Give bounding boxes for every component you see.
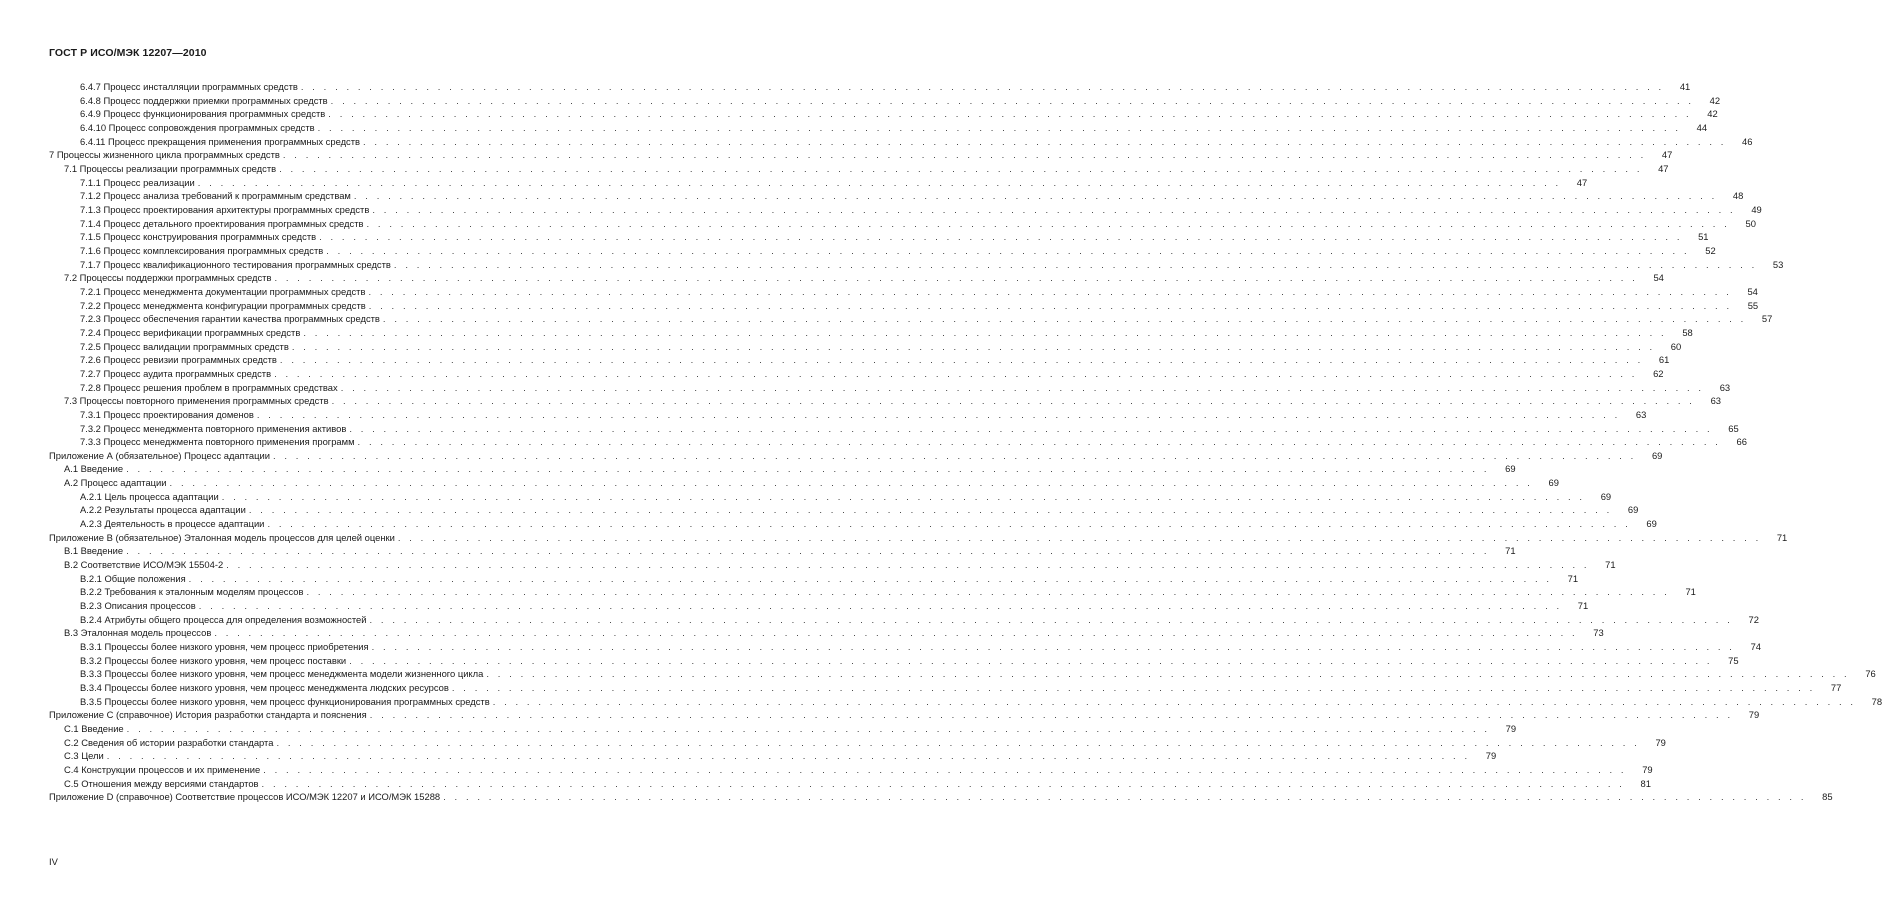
toc-entry-page: 85 xyxy=(1822,791,1833,803)
toc-entry xyxy=(80,367,1664,381)
toc-entry-page: 42 xyxy=(1709,94,1721,106)
toc-entry-page: 79 xyxy=(1485,750,1497,762)
toc-entry xyxy=(49,148,1673,162)
toc-entry xyxy=(80,203,1762,217)
toc-dot-leader: . . . . . . . . . . . . . . . . . . . . . . . . . . . . . . . . . . . . . . . . . . . . . . . . . . . . . . . . . . . . . . . . . . . . . . . . . . . . . . . . . . . . . . . . . . . . . . . . . . . . . . . . . . . . . . . . . . . . . . . . xyxy=(357,436,1721,448)
toc-entry-label: 7.2.5 Процесс валидации программных средств xyxy=(80,340,292,354)
toc-entry xyxy=(80,285,1758,299)
toc-dot-leader: . . . . . . . . . . . . . . . . . . . . . . . . . . . . . . . . . . . . . . . . . . . . . . . . . . . . . . . . . . . . . . . . . . . . . . . . . . . . . . . . . . . . . . . . . . . . . . . . . . . . . . . . . . . . . . . . . . . . . . . . xyxy=(303,326,1667,338)
toc-entry-page: 63 xyxy=(1719,381,1731,393)
toc-dot-leader: . . . . . . . . . . . . . . . . . . . . . . . . . . . . . . . . . . . . . . . . . . . . . . . . . . . . . . . . . . . . . . . . . . . . . . . . . . . . . . . . . . . . . . . . . . . . . . . . . . . . . . . . . . . . . . . . . . . . . . . . xyxy=(368,299,1733,311)
toc-entry xyxy=(80,312,1773,326)
toc-dot-leader: . . . . . . . . . . . . . . . . . . . . . . . . . . . . . . . . . . . . . . . . . . . . . . . . . . . . . . . . . . . . . . . . . . . . . . . . . . . . . . . . . . . . . . . . . . . . . . . . . . . . . . . . . . . . . . . . . . . . . . . . xyxy=(226,559,1590,571)
toc-dot-leader: . . . . . . . . . . . . . . . . . . . . . . . . . . . . . . . . . . . . . . . . . . . . . . . . . . . . . . . . . . . . . . . . . . . . . . . . . . . . . . . . . . . . . . . . . . . . . . . . . . . . . . . . . . . . . . . . . . . . . . . . xyxy=(443,791,1807,803)
toc-entry xyxy=(80,695,1882,709)
toc-dot-leader: . . . . . . . . . . . . . . . . . . . . . . . . . . . . . . . . . . . . . . . . . . . . . . . . . . . . . . . . . . . . . . . . . . . . . . . . . . . . . . . . . . . . . . . . . . . . . . . . . . . . . . . . . . . . . . . . . . . . . . . . xyxy=(363,135,1727,147)
toc-entry-label: 7.3.3 Процесс менеджмента повторного применения программ xyxy=(80,435,358,449)
toc-dot-leader: . . . . . . . . . . . . . . . . . . . . . . . . . . . . . . . . . . . . . . . . . . . . . . . . . . . . . . . . . . . . . . . . . . . . . . . . . . . . . . . . . . . . . . . . . . . . . . . . . . . . . . . . . . . . . . . . . . . . . . . . xyxy=(328,108,1692,120)
toc-entry-label: 7.2.2 Процесс менеджмента конфигурации программных средств xyxy=(80,299,369,313)
toc-entry-page: 58 xyxy=(1682,326,1693,338)
toc-entry-label: 7.1.4 Процесс детального проектирования программных средств xyxy=(80,217,367,231)
toc-entry xyxy=(80,408,1647,422)
toc-entry-label: 7.3 Процессы повторного применения программных средств xyxy=(64,394,332,408)
toc-dot-leader: . . . . . . . . . . . . . . . . . . . . . . . . . . . . . . . . . . . . . . . . . . . . . . . . . . . . . . . . . . . . . . . . . . . . . . . . . . . . . . . . . . . . . . . . . . . . . . . . . . . . . . . . . . . . . . . . . . . . . . . . xyxy=(369,613,1733,625)
toc-entry xyxy=(80,585,1696,599)
toc-entry-label: А.1 Введение xyxy=(64,462,126,476)
toc-entry xyxy=(80,667,1876,681)
toc-entry-page: 71 xyxy=(1577,600,1589,612)
toc-dot-leader: . . . . . . . . . . . . . . . . . . . . . . . . . . . . . . . . . . . . . . . . . . . . . . . . . . . . . . . . . . . . . . . . . . . . . . . . . . . . . . . . . . . . . . . . . . . . . . . . . . . . . . . . . . . . . . . . . . . . . . . . xyxy=(393,258,1758,270)
toc-entry-page: 46 xyxy=(1742,135,1753,147)
toc-entry-label: В.2.4 Атрибуты общего процесса для определения возможностей xyxy=(80,613,370,627)
toc-entry-page: 71 xyxy=(1505,545,1516,557)
toc-entry-page: 63 xyxy=(1635,408,1647,420)
toc-entry xyxy=(80,599,1589,613)
toc-dot-leader: . . . . . . . . . . . . . . . . . . . . . . . . . . . . . . . . . . . . . . . . . . . . . . . . . . . . . . . . . . . . . . . . . . . . . . . . . . . . . . . . . . . . . . . . . . . . . . . . . . . . . . . . . . . . . . . . . . . . . . . . xyxy=(451,682,1816,694)
toc-entry xyxy=(80,490,1612,504)
toc-dot-leader: . . . . . . . . . . . . . . . . . . . . . . . . . . . . . . . . . . . . . . . . . . . . . . . . . . . . . . . . . . . . . . . . . . . . . . . . . . . . . . . . . . . . . . . . . . . . . . . . . . . . . . . . . . . . . . . . . . . . . . . . xyxy=(106,750,1471,762)
toc-entry-label: 7.1.1 Процесс реализации xyxy=(80,176,198,190)
toc-entry xyxy=(80,80,1691,94)
toc-entry-page: 49 xyxy=(1751,203,1762,215)
toc-dot-leader: . . . . . . . . . . . . . . . . . . . . . . . . . . . . . . . . . . . . . . . . . . . . . . . . . . . . . . . . . . . . . . . . . . . . . . . . . . . . . . . . . . . . . . . . . . . . . . . . . . . . . . . . . . . . . . . . . . . . . . . . xyxy=(372,203,1736,215)
toc-dot-leader: . . . . . . . . . . . . . . . . . . . . . . . . . . . . . . . . . . . . . . . . . . . . . . . . . . . . . . . . . . . . . . . . . . . . . . . . . . . . . . . . . . . . . . . . . . . . . . . . . . . . . . . . . . . . . . . . . . . . . . . . xyxy=(349,422,1713,434)
toc-entry-page: 73 xyxy=(1593,627,1604,639)
toc-dot-leader: . . . . . . . . . . . . . . . . . . . . . . . . . . . . . . . . . . . . . . . . . . . . . . . . . . . . . . . . . . . . . . . . . . . . . . . . . . . . . . . . . . . . . . . . . . . . . . . . . . . . . . . . . . . . . . . . . . . . . . . . xyxy=(349,654,1713,666)
toc-entry-label: А.2.3 Деятельность в процессе адаптации xyxy=(80,517,267,531)
toc-entry-label: В.3.1 Процессы более низкого уровня, чем процесс приобретения xyxy=(80,640,372,654)
toc-entry-label: В.3.2 Процессы более низкого уровня, чем процесс поставки xyxy=(80,654,349,668)
toc-entry-label: 7.1.7 Процесс квалификационного тестирования программных средств xyxy=(80,258,394,272)
toc-entry-label: В.3 Эталонная модель процессов xyxy=(64,626,214,640)
toc-dot-leader: . . . . . . . . . . . . . . . . . . . . . . . . . . . . . . . . . . . . . . . . . . . . . . . . . . . . . . . . . . . . . . . . . . . . . . . . . . . . . . . . . . . . . . . . . . . . . . . . . . . . . . . . . . . . . . . . . . . . . . . . xyxy=(369,709,1734,721)
toc-entry xyxy=(80,654,1739,668)
toc-entry-page: 65 xyxy=(1728,422,1739,434)
toc-entry-page: 79 xyxy=(1642,764,1653,775)
toc-entry-page: 69 xyxy=(1548,477,1559,489)
toc-entry-page: 78 xyxy=(1871,695,1882,707)
toc-entry xyxy=(64,777,1651,791)
toc-entry-label: С.1 Введение xyxy=(64,722,127,736)
toc-entry-label: 7.2.3 Процесс обеспечения гарантии качества программных средств xyxy=(80,312,383,326)
toc-entry xyxy=(80,517,1657,531)
toc-entry-label: 6.4.10 Процесс сопровождения программных средств xyxy=(80,121,318,135)
toc-dot-leader: . . . . . . . . . . . . . . . . . . . . . . . . . . . . . . . . . . . . . . . . . . . . . . . . . . . . . . . . . . . . . . . . . . . . . . . . . . . . . . . . . . . . . . . . . . . . . . . . . . . . . . . . . . . . . . . . . . . . . . . . xyxy=(486,668,1850,680)
toc-dot-leader: . . . . . . . . . . . . . . . . . . . . . . . . . . . . . . . . . . . . . . . . . . . . . . . . . . . . . . . . . . . . . . . . . . . . . . . . . . . . . . . . . . . . . . . . . . . . . . . . . . . . . . . . . . . . . . . . . . . . . . . . xyxy=(326,244,1690,256)
toc-entry-page: 57 xyxy=(1761,313,1773,325)
toc-entry-label: 7.2.6 Процесс ревизии программных средств xyxy=(80,353,280,367)
toc-entry xyxy=(80,176,1588,190)
toc-dot-leader: . . . . . . . . . . . . . . . . . . . . . . . . . . . . . . . . . . . . . . . . . . . . . . . . . . . . . . . . . . . . . . . . . . . . . . . . . . . . . . . . . . . . . . . . . . . . . . . . . . . . . . . . . . . . . . . . . . . . . . . . xyxy=(300,81,1665,92)
toc-dot-leader: . . . . . . . . . . . . . . . . . . . . . . . . . . . . . . . . . . . . . . . . . . . . . . . . . . . . . . . . . . . . . . . . . . . . . . . . . . . . . . . . . . . . . . . . . . . . . . . . . . . . . . . . . . . . . . . . . . . . . . . . xyxy=(214,627,1578,639)
toc-entry xyxy=(64,544,1516,558)
toc-entry xyxy=(64,476,1559,490)
toc-dot-leader: . . . . . . . . . . . . . . . . . . . . . . . . . . . . . . . . . . . . . . . . . . . . . . . . . . . . . . . . . . . . . . . . . . . . . . . . . . . . . . . . . . . . . . . . . . . . . . . . . . . . . . . . . . . . . . . . . . . . . . . . xyxy=(274,367,1638,379)
toc-entry xyxy=(80,340,1682,354)
toc-entry-label: В.2.2 Требования к эталонным моделям процессов xyxy=(80,585,306,599)
toc-entry-page: 72 xyxy=(1748,613,1759,625)
toc-entry-page: 50 xyxy=(1745,217,1756,229)
toc-entry xyxy=(49,531,1788,545)
toc-entry-page: 48 xyxy=(1732,190,1744,202)
toc-entry-label: Приложение А (обязательное) Процесс адаптации xyxy=(49,449,273,463)
toc-entry-page: 42 xyxy=(1707,108,1718,120)
toc-entry xyxy=(80,422,1739,436)
toc-entry xyxy=(64,558,1616,572)
toc-dot-leader: . . . . . . . . . . . . . . . . . . . . . . . . . . . . . . . . . . . . . . . . . . . . . . . . . . . . . . . . . . . . . . . . . . . . . . . . . . . . . . . . . . . . . . . . . . . . . . . . . . . . . . . . . . . . . . . . . . . . . . . . xyxy=(279,354,1644,366)
toc-entry-label: С.3 Цели xyxy=(64,749,107,763)
toc-dot-leader: . . . . . . . . . . . . . . . . . . . . . . . . . . . . . . . . . . . . . . . . . . . . . . . . . . . . . . . . . . . . . . . . . . . . . . . . . . . . . . . . . . . . . . . . . . . . . . . . . . . . . . . . . . . . . . . . . . . . . . . . xyxy=(169,477,1533,489)
toc-dot-leader: . . . . . . . . . . . . . . . . . . . . . . . . . . . . . . . . . . . . . . . . . . . . . . . . . . . . . . . . . . . . . . . . . . . . . . . . . . . . . . . . . . . . . . . . . . . . . . . . . . . . . . . . . . . . . . . . . . . . . . . . xyxy=(221,490,1586,502)
toc-entry-label: В.3.4 Процессы более низкого уровня, чем процесс менеджмента людских ресурсов xyxy=(80,681,452,695)
toc-dot-leader: . . . . . . . . . . . . . . . . . . . . . . . . . . . . . . . . . . . . . . . . . . . . . . . . . . . . . . . . . . . . . . . . . . . . . . . . . . . . . . . . . . . . . . . . . . . . . . . . . . . . . . . . . . . . . . . . . . . . . . . . xyxy=(330,94,1695,106)
toc-entry xyxy=(80,503,1639,517)
toc-entry-page: 79 xyxy=(1505,723,1517,735)
toc-entry xyxy=(80,299,1759,313)
toc-dot-leader: . . . . . . . . . . . . . . . . . . . . . . . . . . . . . . . . . . . . . . . . . . . . . . . . . . . . . . . . . . . . . . . . . . . . . . . . . . . . . . . . . . . . . . . . . . . . . . . . . . . . . . . . . . . . . . . . . . . . . . . . xyxy=(371,641,1736,653)
toc-entry xyxy=(64,736,1666,750)
toc-entry-page: 61 xyxy=(1658,354,1670,366)
toc-entry-page: 63 xyxy=(1710,395,1721,407)
toc-entry-label: Приложение В (обязательное) Эталонная модель процессов для целей оценки xyxy=(49,531,398,545)
toc-entry xyxy=(80,244,1716,258)
toc-dot-leader: . . . . . . . . . . . . . . . . . . . . . . . . . . . . . . . . . . . . . . . . . . . . . . . . . . . . . . . . . . . . . . . . . . . . . . . . . . . . . . . . . . . . . . . . . . . . . . . . . . . . . . . . . . . . . . . . . . . . . . . . xyxy=(368,285,1732,297)
toc-entry-label: В.2.1 Общие положения xyxy=(80,572,189,586)
toc-dot-leader: . . . . . . . . . . . . . . . . . . . . . . . . . . . . . . . . . . . . . . . . . . . . . . . . . . . . . . . . . . . . . . . . . . . . . . . . . . . . . . . . . . . . . . . . . . . . . . . . . . . . . . . . . . . . . . . . . . . . . . . . xyxy=(256,408,1621,420)
toc-entry-label: 7.1.5 Процесс конструирования программных средств xyxy=(80,230,319,244)
toc-entry xyxy=(49,790,1833,804)
toc-dot-leader: . . . . . . . . . . . . . . . . . . . . . . . . . . . . . . . . . . . . . . . . . . . . . . . . . . . . . . . . . . . . . . . . . . . . . . . . . . . . . . . . . . . . . . . . . . . . . . . . . . . . . . . . . . . . . . . . . . . . . . . . xyxy=(282,149,1647,161)
toc-entry-page: 54 xyxy=(1747,285,1758,297)
toc-dot-leader: . . . . . . . . . . . . . . . . . . . . . . . . . . . . . . . . . . . . . . . . . . . . . . . . . . . . . . . . . . . . . . . . . . . . . . . . . . . . . . . . . . . . . . . . . . . . . . . . . . . . . . . . . . . . . . . . . . . . . . . . xyxy=(198,600,1563,612)
toc-entry-label: А.2.1 Цель процесса адаптации xyxy=(80,490,222,504)
toc-entry-page: 60 xyxy=(1670,340,1682,352)
toc-entry xyxy=(80,640,1762,654)
toc-dot-leader: . . . . . . . . . . . . . . . . . . . . . . . . . . . . . . . . . . . . . . . . . . . . . . . . . . . . . . . . . . . . . . . . . . . . . . . . . . . . . . . . . . . . . . . . . . . . . . . . . . . . . . . . . . . . . . . . . . . . . . . . xyxy=(317,121,1682,133)
toc-dot-leader: . . . . . . . . . . . . . . . . . . . . . . . . . . . . . . . . . . . . . . . . . . . . . . . . . . . . . . . . . . . . . . . . . . . . . . . . . . . . . . . . . . . . . . . . . . . . . . . . . . . . . . . . . . . . . . . . . . . . . . . . xyxy=(126,545,1490,557)
toc-entry-page: 53 xyxy=(1772,258,1784,270)
toc-entry-page: 69 xyxy=(1627,504,1639,516)
toc-entry xyxy=(80,121,1708,135)
toc-dot-leader: . . . . . . . . . . . . . . . . . . . . . . . . . . . . . . . . . . . . . . . . . . . . . . . . . . . . . . . . . . . . . . . . . . . . . . . . . . . . . . . . . . . . . . . . . . . . . . . . . . . . . . . . . . . . . . . . . . . . . . . . xyxy=(331,395,1695,407)
toc-entry-label: 7.1 Процессы реализации программных средств xyxy=(64,162,279,176)
toc-entry xyxy=(64,749,1497,763)
toc-entry-label: В.2.3 Описания процессов xyxy=(80,599,199,613)
toc-entry-label: В.3.5 Процессы более низкого уровня, чем процесс функционирования программных средств xyxy=(80,695,493,709)
toc-entry-label: В.2 Соответствие ИСО/МЭК 15504-2 xyxy=(64,558,226,572)
toc-dot-leader: . . . . . . . . . . . . . . . . . . . . . . . . . . . . . . . . . . . . . . . . . . . . . . . . . . . . . . . . . . . . . . . . . . . . . . . . . . . . . . . . . . . . . . . . . . . . . . . . . . . . . . . . . . . . . . . . . . . . . . . . xyxy=(197,176,1562,188)
toc-entry-page: 69 xyxy=(1651,449,1663,461)
toc-entry xyxy=(80,435,1747,449)
toc-dot-leader: . . . . . . . . . . . . . . . . . . . . . . . . . . . . . . . . . . . . . . . . . . . . . . . . . . . . . . . . . . . . . . . . . . . . . . . . . . . . . . . . . . . . . . . . . . . . . . . . . . . . . . . . . . . . . . . . . . . . . . . . xyxy=(261,777,1625,789)
toc-entry xyxy=(80,572,1579,586)
toc-entry xyxy=(80,135,1753,149)
toc-dot-leader: . . . . . . . . . . . . . . . . . . . . . . . . . . . . . . . . . . . . . . . . . . . . . . . . . . . . . . . . . . . . . . . . . . . . . . . . . . . . . . . . . . . . . . . . . . . . . . . . . . . . . . . . . . . . . . . . . . . . . . . . xyxy=(267,518,1631,530)
toc-dot-leader: . . . . . . . . . . . . . . . . . . . . . . . . . . . . . . . . . . . . . . . . . . . . . . . . . . . . . . . . . . . . . . . . . . . . . . . . . . . . . . . . . . . . . . . . . . . . . . . . . . . . . . . . . . . . . . . . . . . . . . . . xyxy=(248,504,1613,516)
toc-entry-page: 47 xyxy=(1658,162,1669,174)
toc-dot-leader: . . . . . . . . . . . . . . . . . . . . . . . . . . . . . . . . . . . . . . . . . . . . . . . . . . . . . . . . . . . . . . . . . . . . . . . . . . . . . . . . . . . . . . . . . . . . . . . . . . . . . . . . . . . . . . . . . . . . . . . . xyxy=(397,531,1762,543)
toc-entry-page: 55 xyxy=(1747,299,1759,311)
toc-entry-label: С.4 Конструкции процессов и их применение xyxy=(64,763,263,777)
toc-entry xyxy=(64,763,1653,777)
toc-entry-page: 41 xyxy=(1679,81,1691,92)
toc-entry-label: Приложение D (справочное) Соответствие процессов ИСО/МЭК 12207 и ИСО/МЭК 15288 xyxy=(49,790,443,804)
document-header: ГОСТ Р ИСО/МЭК 12207—2010 xyxy=(49,47,207,59)
toc-dot-leader: . . . . . . . . . . . . . . . . . . . . . . . . . . . . . . . . . . . . . . . . . . . . . . . . . . . . . . . . . . . . . . . . . . . . . . . . . . . . . . . . . . . . . . . . . . . . . . . . . . . . . . . . . . . . . . . . . . . . . . . . xyxy=(492,695,1857,707)
toc-entry xyxy=(49,708,1760,722)
toc-dot-leader: . . . . . . . . . . . . . . . . . . . . . . . . . . . . . . . . . . . . . . . . . . . . . . . . . . . . . . . . . . . . . . . . . . . . . . . . . . . . . . . . . . . . . . . . . . . . . . . . . . . . . . . . . . . . . . . . . . . . . . . . xyxy=(276,736,1640,748)
toc-entry-page: 71 xyxy=(1567,572,1579,584)
toc-entry-label: 7.2 Процессы поддержки программных средств xyxy=(64,271,274,285)
toc-entry xyxy=(80,353,1670,367)
toc-entry xyxy=(80,189,1744,203)
toc-dot-leader: . . . . . . . . . . . . . . . . . . . . . . . . . . . . . . . . . . . . . . . . . . . . . . . . . . . . . . . . . . . . . . . . . . . . . . . . . . . . . . . . . . . . . . . . . . . . . . . . . . . . . . . . . . . . . . . . . . . . . . . . xyxy=(279,162,1643,174)
toc-entry-label: 7 Процессы жизненного цикла программных средств xyxy=(49,148,283,162)
toc-dot-leader: . . . . . . . . . . . . . . . . . . . . . . . . . . . . . . . . . . . . . . . . . . . . . . . . . . . . . . . . . . . . . . . . . . . . . . . . . . . . . . . . . . . . . . . . . . . . . . . . . . . . . . . . . . . . . . . . . . . . . . . . xyxy=(340,381,1705,393)
toc-entry-label: 7.1.6 Процесс комплексирования программных средств xyxy=(80,244,326,258)
toc-entry-label: А.2.2 Результаты процесса адаптации xyxy=(80,503,249,517)
toc-dot-leader: . . . . . . . . . . . . . . . . . . . . . . . . . . . . . . . . . . . . . . . . . . . . . . . . . . . . . . . . . . . . . . . . . . . . . . . . . . . . . . . . . . . . . . . . . . . . . . . . . . . . . . . . . . . . . . . . . . . . . . . . xyxy=(188,572,1553,584)
toc-dot-leader: . . . . . . . . . . . . . . . . . . . . . . . . . . . . . . . . . . . . . . . . . . . . . . . . . . . . . . . . . . . . . . . . . . . . . . . . . . . . . . . . . . . . . . . . . . . . . . . . . . . . . . . . . . . . . . . . . . . . . . . . xyxy=(272,449,1637,461)
toc-dot-leader: . . . . . . . . . . . . . . . . . . . . . . . . . . . . . . . . . . . . . . . . . . . . . . . . . . . . . . . . . . . . . . . . . . . . . . . . . . . . . . . . . . . . . . . . . . . . . . . . . . . . . . . . . . . . . . . . . . . . . . . . xyxy=(353,190,1718,202)
toc-entry-page: 69 xyxy=(1505,463,1516,475)
toc-entry-page: 47 xyxy=(1661,149,1673,161)
toc-entry-label: 7.2.1 Процесс менеджмента документации программных средств xyxy=(80,285,368,299)
toc-entry-label: А.2 Процесс адаптации xyxy=(64,476,170,490)
toc-entry-label: 7.2.4 Процесс верификации программных средств xyxy=(80,326,303,340)
toc-dot-leader: . . . . . . . . . . . . . . . . . . . . . . . . . . . . . . . . . . . . . . . . . . . . . . . . . . . . . . . . . . . . . . . . . . . . . . . . . . . . . . . . . . . . . . . . . . . . . . . . . . . . . . . . . . . . . . . . . . . . . . . . xyxy=(382,313,1747,325)
toc-dot-leader: . . . . . . . . . . . . . . . . . . . . . . . . . . . . . . . . . . . . . . . . . . . . . . . . . . . . . . . . . . . . . . . . . . . . . . . . . . . . . . . . . . . . . . . . . . . . . . . . . . . . . . . . . . . . . . . . . . . . . . . . xyxy=(319,231,1683,243)
toc-entry-label: 6.4.11 Процесс прекращения применения программных средств xyxy=(80,135,363,149)
toc-dot-leader: . . . . . . . . . . . . . . . . . . . . . . . . . . . . . . . . . . . . . . . . . . . . . . . . . . . . . . . . . . . . . . . . . . . . . . . . . . . . . . . . . . . . . . . . . . . . . . . . . . . . . . . . . . . . . . . . . . . . . . . . xyxy=(366,217,1730,229)
toc-entry-label: В.3.3 Процессы более низкого уровня, чем процесс менеджмента модели жизненного цикла xyxy=(80,667,486,681)
toc-entry-label: С.5 Отношения между версиями стандартов xyxy=(64,777,262,791)
toc-entry-label: 6.4.7 Процесс инсталляции программных средств xyxy=(80,80,301,94)
toc-entry xyxy=(80,613,1759,627)
toc-entry xyxy=(80,381,1731,395)
toc-entry-page: 69 xyxy=(1600,490,1612,502)
toc-entry xyxy=(64,162,1669,176)
toc-entry-label: 6.4.8 Процесс поддержки приемки программных средств xyxy=(80,94,331,108)
toc-entry-page: 75 xyxy=(1728,654,1739,666)
toc-entry-page: 71 xyxy=(1776,531,1788,543)
toc-entry xyxy=(80,326,1693,340)
toc-entry xyxy=(80,217,1756,231)
toc-dot-leader: . . . . . . . . . . . . . . . . . . . . . . . . . . . . . . . . . . . . . . . . . . . . . . . . . . . . . . . . . . . . . . . . . . . . . . . . . . . . . . . . . . . . . . . . . . . . . . . . . . . . . . . . . . . . . . . . . . . . . . . . xyxy=(263,764,1627,775)
toc-entry xyxy=(80,230,1709,244)
toc-entry-page: 47 xyxy=(1576,176,1588,188)
toc-entry-page: 51 xyxy=(1698,231,1709,243)
toc-entry-page: 77 xyxy=(1830,682,1842,694)
toc-entry-page: 76 xyxy=(1865,668,1876,680)
toc-entry xyxy=(80,94,1721,108)
toc-entry-page: 71 xyxy=(1605,559,1616,571)
toc-entry xyxy=(64,626,1604,640)
toc-entry-label: Приложение С (справочное) История разработки стандарта и пояснения xyxy=(49,708,370,722)
toc-entry xyxy=(64,394,1721,408)
toc-entry xyxy=(49,449,1663,463)
toc-entry-page: 79 xyxy=(1748,709,1760,721)
toc-entry-label: 7.2.8 Процесс решения проблем в программных средствах xyxy=(80,381,341,395)
toc-entry xyxy=(80,681,1842,695)
toc-dot-leader: . . . . . . . . . . . . . . . . . . . . . . . . . . . . . . . . . . . . . . . . . . . . . . . . . . . . . . . . . . . . . . . . . . . . . . . . . . . . . . . . . . . . . . . . . . . . . . . . . . . . . . . . . . . . . . . . . . . . . . . . xyxy=(306,586,1670,598)
toc-entry-label: 7.1.2 Процесс анализа требований к программным средствам xyxy=(80,189,354,203)
toc-entry-page: 81 xyxy=(1640,777,1651,789)
toc-entry xyxy=(64,462,1516,476)
page-number: IV xyxy=(49,856,58,867)
toc-entry-page: 54 xyxy=(1653,272,1664,284)
toc-entry-page: 62 xyxy=(1653,367,1664,379)
toc-entry-label: В.1 Введение xyxy=(64,544,126,558)
toc-dot-leader: . . . . . . . . . . . . . . . . . . . . . . . . . . . . . . . . . . . . . . . . . . . . . . . . . . . . . . . . . . . . . . . . . . . . . . . . . . . . . . . . . . . . . . . . . . . . . . . . . . . . . . . . . . . . . . . . . . . . . . . . xyxy=(274,272,1638,284)
toc-entry-page: 66 xyxy=(1736,436,1747,448)
toc-entry-page: 44 xyxy=(1696,121,1708,133)
toc-entry-page: 79 xyxy=(1655,736,1666,748)
toc-entry-label: 7.2.7 Процесс аудита программных средств xyxy=(80,367,274,381)
toc-entry-label: С.2 Сведения об истории разработки стандарта xyxy=(64,736,276,750)
toc-entry xyxy=(80,107,1718,121)
toc-entry-label: 7.3.2 Процесс менеджмента повторного применения активов xyxy=(80,422,349,436)
toc-entry xyxy=(80,258,1784,272)
toc-entry-page: 74 xyxy=(1750,641,1762,653)
toc-dot-leader: . . . . . . . . . . . . . . . . . . . . . . . . . . . . . . . . . . . . . . . . . . . . . . . . . . . . . . . . . . . . . . . . . . . . . . . . . . . . . . . . . . . . . . . . . . . . . . . . . . . . . . . . . . . . . . . . . . . . . . . . xyxy=(291,340,1656,352)
toc-entry-page: 52 xyxy=(1705,244,1716,256)
toc-entry-label: 6.4.9 Процесс функционирования программных средств xyxy=(80,107,328,121)
toc-entry xyxy=(64,722,1517,736)
toc-entry-page: 69 xyxy=(1646,518,1657,530)
toc-entry-label: 7.1.3 Процесс проектирования архитектуры программных средств xyxy=(80,203,372,217)
toc-dot-leader: . . . . . . . . . . . . . . . . . . . . . . . . . . . . . . . . . . . . . . . . . . . . . . . . . . . . . . . . . . . . . . . . . . . . . . . . . . . . . . . . . . . . . . . . . . . . . . . . . . . . . . . . . . . . . . . . . . . . . . . . xyxy=(126,723,1491,735)
toc-entry xyxy=(64,271,1664,285)
toc-entry-page: 71 xyxy=(1685,586,1696,598)
toc-dot-leader: . . . . . . . . . . . . . . . . . . . . . . . . . . . . . . . . . . . . . . . . . . . . . . . . . . . . . . . . . . . . . . . . . . . . . . . . . . . . . . . . . . . . . . . . . . . . . . . . . . . . . . . . . . . . . . . . . . . . . . . . xyxy=(126,463,1490,475)
toc-entry-label: 7.3.1 Процесс проектирования доменов xyxy=(80,408,257,422)
